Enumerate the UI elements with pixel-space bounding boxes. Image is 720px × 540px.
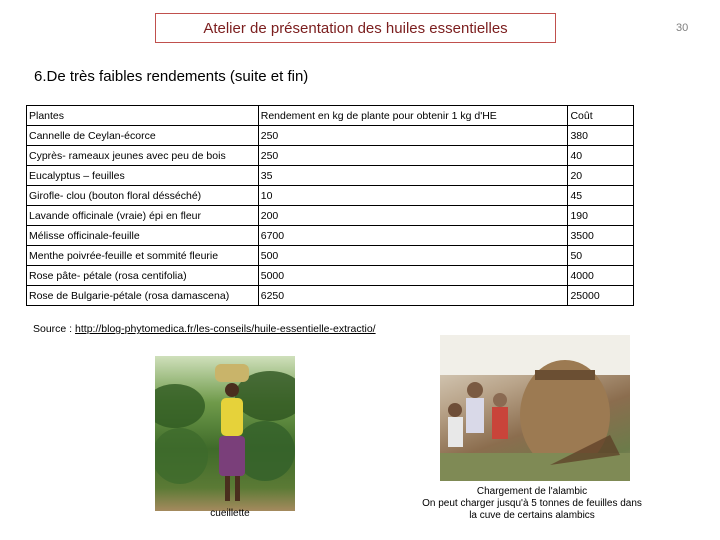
header-cost: Coût [568, 106, 634, 126]
table-row [27, 126, 634, 146]
cell-plant: Cannelle de Ceylan-écorce [27, 126, 259, 146]
cell-plant: Menthe poivrée-feuille et sommité fleurie [27, 246, 259, 266]
cell-cost: 45 [568, 186, 634, 206]
cell-plant: Girofle- clou (bouton floral désséché) [27, 186, 259, 206]
source-link[interactable]: http://blog-phytomedica.fr/les-conseils/huile-essentielle-extractio/ [75, 323, 376, 335]
table-row [27, 246, 634, 266]
still-loading-photo [440, 335, 630, 481]
cell-cost: 190 [568, 206, 634, 226]
slide-title-box [155, 13, 556, 43]
caption-line-3: la cuve de certains alambics [469, 510, 595, 521]
cell-cost: 380 [568, 126, 634, 146]
slide-title: Atelier de présentation des huiles essentielles [203, 19, 508, 37]
yield-table [26, 105, 634, 306]
page-number: 30 [676, 22, 689, 34]
still-loading-caption [402, 486, 662, 522]
section-title: 6.De très faibles rendements (suite et fin) [34, 68, 309, 85]
cell-cost: 20 [568, 166, 634, 186]
cell-cost: 4000 [568, 266, 634, 286]
header-yield: Rendement en kg de plante pour obtenir 1 kg d'HE [258, 106, 568, 126]
table-row [27, 146, 634, 166]
cell-cost: 50 [568, 246, 634, 266]
cell-yield: 200 [258, 206, 568, 226]
cell-yield: 6250 [258, 286, 568, 306]
table-row [27, 226, 634, 246]
source-line [33, 323, 376, 335]
cell-yield: 250 [258, 146, 568, 166]
harvest-caption: cueillette [210, 508, 250, 519]
cell-plant: Rose de Bulgarie-pétale (rosa damascena) [27, 286, 259, 306]
table-row [27, 166, 634, 186]
table-row [27, 266, 634, 286]
still-loading-illustration [440, 335, 630, 481]
cell-yield: 10 [258, 186, 568, 206]
table-row [27, 286, 634, 306]
harvest-photo-illustration [155, 356, 295, 511]
cell-yield: 5000 [258, 266, 568, 286]
header-plants: Plantes [27, 106, 259, 126]
cell-cost: 3500 [568, 226, 634, 246]
cell-yield: 500 [258, 246, 568, 266]
cell-cost: 40 [568, 146, 634, 166]
cell-cost: 25000 [568, 286, 634, 306]
harvest-photo [155, 356, 295, 511]
cell-yield: 250 [258, 126, 568, 146]
table-header-row [27, 106, 634, 126]
cell-plant: Mélisse officinale-feuille [27, 226, 259, 246]
caption-line-2: On peut charger jusqu'à 5 tonnes de feuilles dans [422, 498, 642, 509]
cell-plant: Eucalyptus – feuilles [27, 166, 259, 186]
cell-plant: Rose pâte- pétale (rosa centifolia) [27, 266, 259, 286]
cell-plant: Cyprès- rameaux jeunes avec peu de bois [27, 146, 259, 166]
cell-yield: 35 [258, 166, 568, 186]
cell-yield: 6700 [258, 226, 568, 246]
table-row [27, 206, 634, 226]
cell-plant: Lavande officinale (vraie) épi en fleur [27, 206, 259, 226]
table-row [27, 186, 634, 206]
source-label: Source : [33, 323, 76, 335]
caption-line-1: Chargement de l'alambic [476, 486, 588, 497]
